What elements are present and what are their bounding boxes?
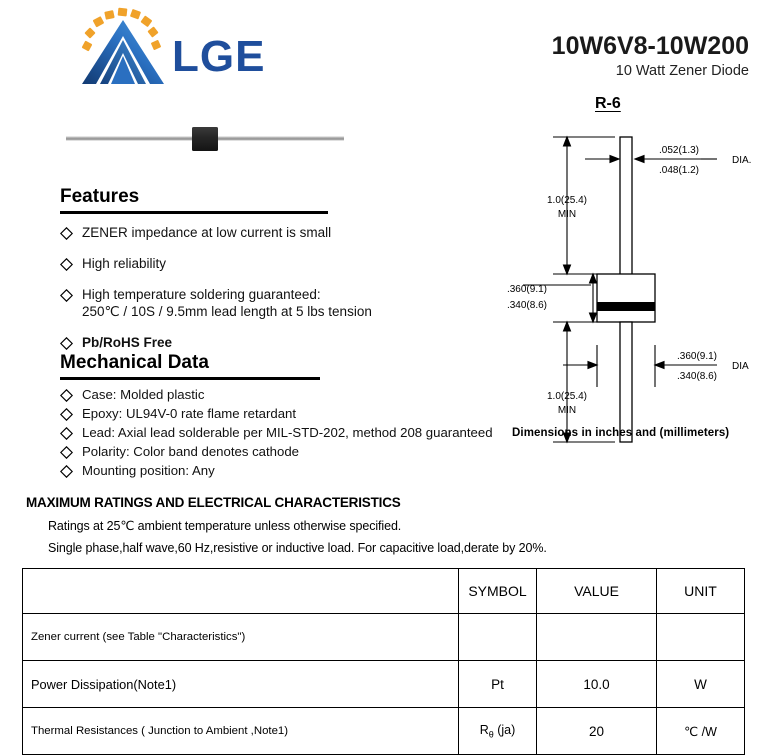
diamond-bullet-icon <box>60 224 82 240</box>
row-symbol: Pt <box>459 661 537 708</box>
list-item <box>60 224 480 241</box>
ratings-note-2: Single phase,half wave,60 Hz,resistive or inductive load. For capacitive load,derate by 20%. <box>48 541 547 555</box>
mechanical-data-heading: Mechanical Data <box>60 352 209 373</box>
ratings-table <box>22 568 745 755</box>
list-item <box>60 405 530 422</box>
table-header-row <box>23 569 745 614</box>
mechanical-text: Polarity: Color band denotes cathode <box>82 444 300 459</box>
feature-text-line2: 250℃ / 10S / 9.5mm lead length at 5 lbs tension <box>82 304 372 319</box>
brand-logo <box>72 6 292 88</box>
page-subtitle: 10 Watt Zener Diode <box>615 63 749 80</box>
table-row <box>23 661 745 708</box>
features-section <box>60 186 480 365</box>
body-length-max-text: .360(9.1) <box>506 284 547 295</box>
mechanical-data-heading-rule <box>60 377 320 380</box>
mechanical-text: Lead: Axial lead solderable per MIL-STD-202, method 208 guaranteed <box>82 425 493 440</box>
row-description: Power Dissipation(Note1) <box>23 661 459 708</box>
diamond-bullet-icon <box>60 462 82 478</box>
row-unit <box>657 614 745 661</box>
row-symbol-tail: (ja) <box>493 722 516 737</box>
package-outline-drawing <box>505 95 773 450</box>
feature-text: Pb/RoHS Free <box>82 335 173 350</box>
dimensions-caption: Dimensions in inches and (millimeters) <box>512 427 730 439</box>
table-row <box>23 708 745 755</box>
lead-dia-max-text: .052(1.3) <box>658 145 700 156</box>
diamond-bullet-icon <box>60 286 82 302</box>
package-dimension-svg <box>505 117 773 447</box>
features-heading-rule <box>60 211 328 214</box>
feature-text: High temperature soldering guaranteed: <box>82 287 321 302</box>
features-heading: Features <box>60 186 140 207</box>
lead-length-bottom-note: MIN <box>557 405 577 416</box>
row-symbol <box>459 708 537 755</box>
page-title: 10W6V8-10W200 <box>551 32 749 60</box>
diamond-bullet-icon <box>60 424 82 440</box>
body-dia-min-text: .340(8.6) <box>676 371 718 382</box>
diamond-bullet-icon <box>60 405 82 421</box>
package-title: R-6 <box>595 95 621 112</box>
lead-length-bottom-text: 1.0(25.4) <box>546 391 588 402</box>
mechanical-text: Mounting position: Any <box>82 463 215 478</box>
diamond-bullet-icon <box>60 255 82 271</box>
row-value: 20 <box>537 708 657 755</box>
list-item <box>60 443 530 460</box>
title-block <box>369 33 749 79</box>
diamond-bullet-icon <box>60 443 82 459</box>
column-header-description <box>23 569 459 614</box>
mechanical-data-section <box>60 352 530 481</box>
ratings-title: MAXIMUM RATINGS AND ELECTRICAL CHARACTERISTICS <box>26 495 401 510</box>
mechanical-text: Case: Molded plastic <box>82 387 205 402</box>
row-value: 10.0 <box>537 661 657 708</box>
lead-dia-min-text: .048(1.2) <box>658 165 700 176</box>
list-item <box>60 334 480 351</box>
ratings-intro <box>26 495 746 555</box>
table-row <box>23 614 745 661</box>
lge-mountain-logo-icon <box>72 6 176 88</box>
body-length-min-text: .340(8.6) <box>506 300 547 311</box>
lead-length-top-text: 1.0(25.4) <box>546 195 588 206</box>
row-description: Thermal Resistances ( Junction to Ambient ,Note1) <box>23 708 459 755</box>
list-item <box>60 255 480 272</box>
product-photo <box>66 118 344 160</box>
column-header-symbol: SYMBOL <box>459 569 537 614</box>
feature-text: ZENER impedance at low current is small <box>82 225 332 240</box>
mechanical-text: Epoxy: UL94V-0 rate flame retardant <box>82 406 297 421</box>
brand-wordmark: LGE <box>172 32 266 81</box>
column-header-unit: UNIT <box>657 569 745 614</box>
row-unit: W <box>657 661 745 708</box>
diamond-bullet-icon <box>60 334 82 350</box>
lead-dia-label: DIA. <box>732 155 752 166</box>
lead-length-top-note: MIN <box>557 209 577 220</box>
diamond-bullet-icon <box>60 386 82 402</box>
features-list <box>60 224 480 351</box>
row-symbol-base: R <box>479 722 489 737</box>
list-item <box>60 462 530 479</box>
row-symbol <box>459 614 537 661</box>
list-item <box>60 286 480 320</box>
column-header-value: VALUE <box>537 569 657 614</box>
list-item <box>60 386 530 403</box>
mechanical-data-list <box>60 386 530 479</box>
list-item <box>60 424 530 441</box>
ratings-note-1: Ratings at 25℃ ambient temperature unless otherwise specified. <box>48 519 402 533</box>
row-value <box>537 614 657 661</box>
row-description: Zener current (see Table "Characteristics") <box>23 614 459 661</box>
row-symbol-subscript: θ <box>488 729 494 740</box>
body-dia-max-text: .360(9.1) <box>676 351 718 362</box>
feature-text: High reliability <box>82 256 167 271</box>
row-unit: ℃ /W <box>657 708 745 755</box>
body-dia-label: DIA <box>732 361 749 372</box>
